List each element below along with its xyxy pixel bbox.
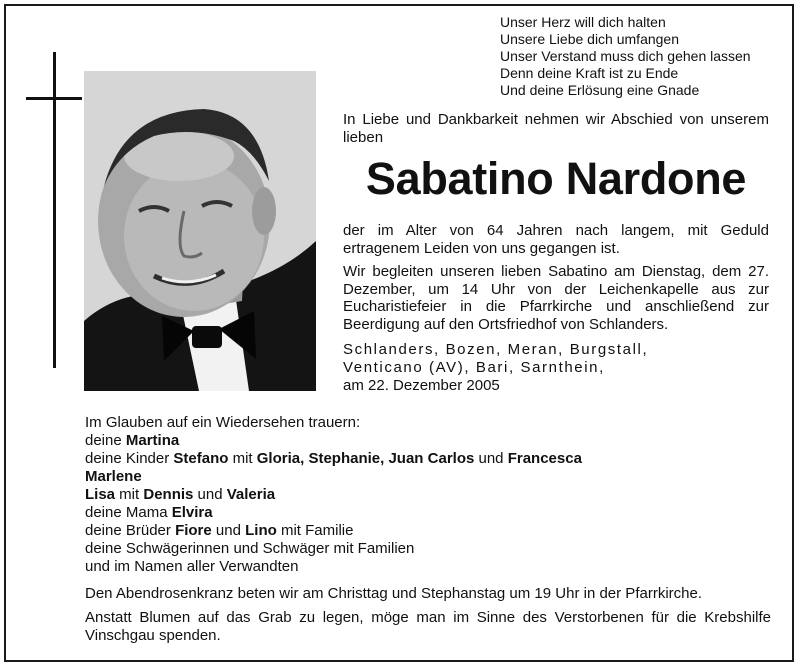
- poem-line: Denn deine Kraft ist zu Ende: [500, 65, 679, 81]
- poem-line: Unser Herz will dich halten: [500, 14, 666, 30]
- places-and-date: [343, 341, 769, 395]
- intro-text: In Liebe und Dankbarkeit nehmen wir Abschied von unserem lieben: [343, 111, 769, 146]
- mourner-line: deine Martina: [85, 432, 180, 449]
- poem: [500, 14, 780, 99]
- places-line: Schlanders, Bozen, Meran, Burgstall,: [343, 341, 649, 358]
- mourner-line: deine Kinder Stefano mit Gloria, Stephanie, Juan Carlos und Francesca: [85, 450, 582, 467]
- poem-line: Unsere Liebe dich umfangen: [500, 31, 680, 47]
- deceased-name: Sabatino Nardone: [365, 153, 747, 204]
- mourner-line: und im Namen aller Verwandten: [85, 558, 299, 575]
- poem-line: Unser Verstand muss dich gehen lassen: [500, 48, 751, 64]
- date-line: am 22. Dezember 2005: [343, 377, 500, 394]
- funeral-paragraph: Wir begleiten unseren lieben Sabatino am Dienstag, dem 27. Dezember, um 14 Uhr von der Leichenkapelle aus zur Eucharistiefeier in die Pfarrkirche und anschließend zur Beerdigung auf den Ortsfriedhof von Schlanders.: [343, 263, 769, 333]
- mourner-line: deine Mama Elvira: [85, 504, 213, 521]
- age-paragraph: der im Alter von 64 Jahren nach langem, mit Geduld ertragenem Leiden von uns gegangen ist.: [343, 222, 769, 257]
- donation-note: Anstatt Blumen auf das Grab zu legen, möge man im Sinne des Verstorbenen für die Krebshilfe Vinschgau spenden.: [85, 609, 771, 644]
- mourners-list: [85, 414, 785, 576]
- portrait-photo: [84, 71, 316, 391]
- mourner-line: deine Brüder Fiore und Lino mit Familie: [85, 522, 354, 539]
- poem-line: Und deine Erlösung eine Gnade: [500, 82, 700, 98]
- places-line: Venticano (AV), Bari, Sarnthein,: [343, 359, 605, 376]
- mourner-line: Lisa mit Dennis und Valeria: [85, 486, 276, 503]
- cross-icon-bar: [26, 97, 82, 100]
- mourner-line: Marlene: [85, 468, 142, 485]
- mourners-lead: Im Glauben auf ein Wiedersehen trauern:: [85, 414, 361, 431]
- mourner-line: deine Schwägerinnen und Schwäger mit Familien: [85, 540, 415, 557]
- rosary-note: Den Abendrosenkranz beten wir am Christtag und Stephanstag um 19 Uhr in der Pfarrkirche.: [85, 585, 702, 602]
